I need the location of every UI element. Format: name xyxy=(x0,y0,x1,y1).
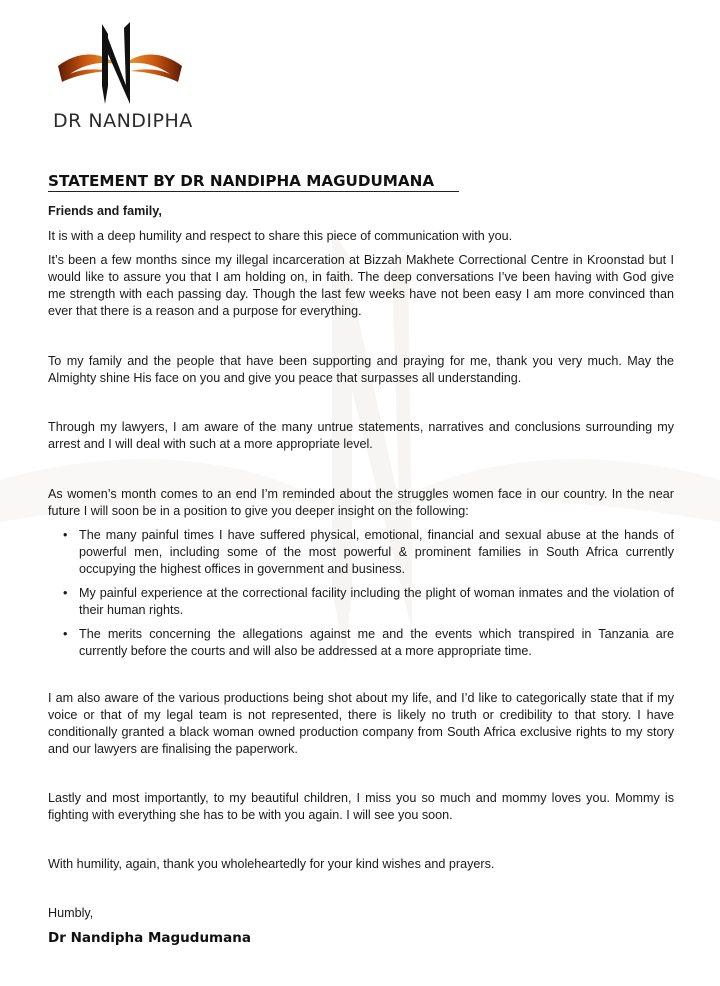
paragraph: Lastly and most importantly, to my beautiful children, I miss you so much and mommy loves you. Mommy is fighting with everything she has to be with you again. I will see you soon. xyxy=(48,791,674,822)
brand-name: DR NANDIPHA xyxy=(53,110,193,132)
paragraph: As women’s month comes to an end I’m reminded about the struggles women face in our country. In the near future I will soon be in a position to give you deeper insight on the following: xyxy=(48,487,674,518)
paragraph: It is with a deep humility and respect to share this piece of communication with you. xyxy=(48,229,513,243)
statement-title: STATEMENT BY DR NANDIPHA MAGUDUMANA xyxy=(48,172,459,192)
signature: Dr Nandipha Magudumana xyxy=(48,930,251,946)
paragraph: Through my lawyers, I am aware of the many untrue statements, narratives and conclusions surrounding my arrest and I will deal with such at a more appropriate level. xyxy=(48,420,674,451)
bullet-list xyxy=(48,527,674,660)
signoff: Humbly, xyxy=(48,906,94,920)
paragraph: It’s been a few months since my illegal incarceration at Bizzah Makhete Correctional Centre in Kroonstad but I would like to assure you that I am holding on, in faith. The deep conversations I’ve been having with God give me strength with each passing day. Though the last few weeks have not been easy I am more convinced than ever that there is a reason and a purpose for everything. xyxy=(48,253,674,318)
greeting: Friends and family, xyxy=(48,204,162,218)
statement-body xyxy=(48,172,674,947)
paragraph: I am also aware of the various productions being shot about my life, and I’d like to categorically state that if my voice or that of my legal team is not represented, there is likely no truth or credibility to that story. I have conditionally granted a black woman owned production company from South Africa exclusive rights to my story and our lawyers are finalising the paperwork. xyxy=(48,691,674,756)
list-item: • My painful experience at the correctional facility including the plight of woman inmates and the violation of their human rights. xyxy=(48,585,674,619)
brand-logo xyxy=(50,14,190,114)
paragraph: With humility, again, thank you wholeheartedly for your kind wishes and prayers. xyxy=(48,857,495,871)
list-item: • The merits concerning the allegations against me and the events which transpired in Tanzania are currently before the courts and will also be addressed at a more appropriate time. xyxy=(48,626,674,660)
list-item: • The many painful times I have suffered physical, emotional, financial and sexual abuse at the hands of powerful men, including some of the most powerful & prominent families in South Africa currently occupying the highest offices in government and business. xyxy=(48,527,674,578)
paragraph: To my family and the people that have been supporting and praying for me, thank you very much. May the Almighty shine His face on you and give you peace that surpasses all understanding. xyxy=(48,354,674,385)
